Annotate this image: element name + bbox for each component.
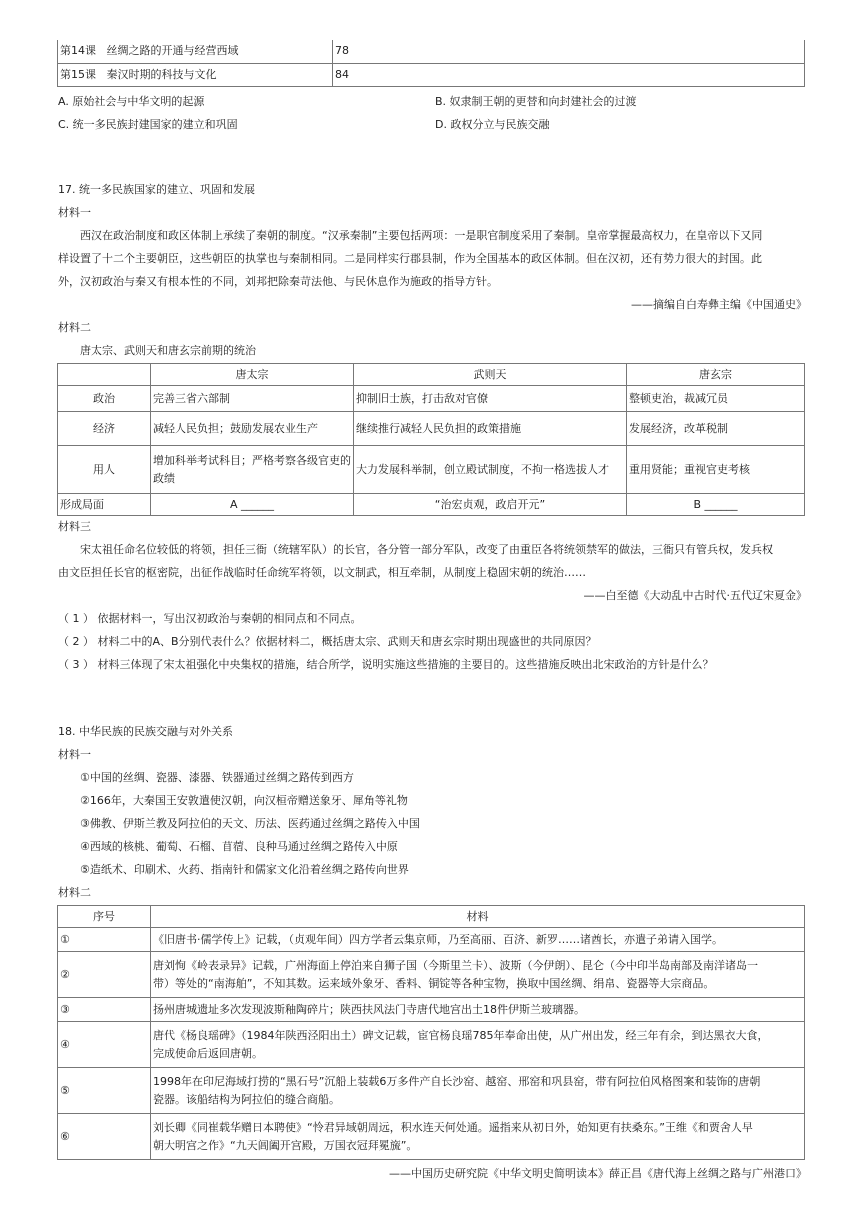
cell-line: 《旧唐书·儒学传上》记载，（贞观年间）四方学者云集京师，乃至高丽、百济、新罗……诸酋长，亦遣子弟请入国学。 xyxy=(153,932,723,946)
table-cell xyxy=(151,952,805,998)
q18-material-1-item: ⑤造纸术、印刷术、火药、指南针和儒家文化沿着丝绸之路传向世界 xyxy=(80,863,409,876)
q18-source: ——中国历史研究院《中华文明史简明读本》薛正昌《唐代海上丝绸之路与广州港口》 xyxy=(389,1167,807,1180)
row-number: ② xyxy=(58,952,151,998)
table-header-row xyxy=(58,364,805,386)
table-row xyxy=(58,1068,805,1114)
cell-line: 扬州唐城遗址多次发现波斯釉陶碎片；陕西扶风法门寺唐代地宫出土18件伊斯兰玻璃器。 xyxy=(153,1002,585,1016)
q17-material-3-label: 材料三 xyxy=(58,520,91,533)
q18-material-1-item: ①中国的丝绸、瓷器、漆器、铁器通过丝绸之路传到西方 xyxy=(80,771,354,784)
table-header: 武则天 xyxy=(354,364,627,386)
q17-material-1-source: ——摘编自白寿彝主编《中国通史》 xyxy=(631,298,807,311)
table-row xyxy=(58,63,805,86)
q17-material-1-label: 材料一 xyxy=(58,206,91,219)
q17-material-2-caption: 唐太宗、武则天和唐玄宗前期的统治 xyxy=(80,344,256,357)
table-cell: 增加科举考试科目；严格考察各级官吏的政绩 xyxy=(151,446,354,494)
q18-material-1-item: ④西域的核桃、葡萄、石榴、苜蓿、良种马通过丝绸之路传入中原 xyxy=(80,840,398,853)
lesson-cell xyxy=(58,63,333,86)
table-cell: 大力发展科举制，创立殿试制度，不拘一格选拔人才 xyxy=(354,446,627,494)
q17-title: 17. 统一多民族国家的建立、巩固和发展 xyxy=(58,183,255,196)
table-header: 唐玄宗 xyxy=(627,364,805,386)
q18-material-1-label: 材料一 xyxy=(58,748,91,761)
table-cell: 完善三省六部制 xyxy=(151,386,354,412)
cell-line: 朝大明宫之作》“九天阊阖开宫殿，万国衣冠拜冕旒”。 xyxy=(153,1138,418,1152)
table-row xyxy=(58,494,805,516)
table-cell xyxy=(151,998,805,1022)
q18-material-1-item: ②166年，大秦国王安敦遣使汉朝，向汉桓帝赠送象牙、犀角等礼物 xyxy=(80,794,408,807)
table-header xyxy=(58,364,151,386)
cell-line: 完成使命后返回唐朝。 xyxy=(153,1046,263,1060)
q17-material-2-label: 材料二 xyxy=(58,321,91,334)
option-b: B. 奴隶制王朝的更替和向封建社会的过渡 xyxy=(435,95,637,108)
table-row xyxy=(58,952,805,998)
table-row xyxy=(58,1114,805,1160)
lesson-cell xyxy=(58,40,333,63)
q17-question-3: （ 3 ） 材料三体现了宋太祖强化中央集权的措施，结合所学，说明实施这些措施的主要目的。这些措施反映出北宋政治的方针是什么？ xyxy=(58,658,714,671)
cell-line: 带）等处的“南海舶”，不知其数。运来域外象牙、香料、铜锭等各种宝物，换取中国丝绸、绢帛、瓷器等大宗商品。 xyxy=(153,976,715,990)
table-cell: 整顿吏治，裁减冗员 xyxy=(627,386,805,412)
q18-material-2-label: 材料二 xyxy=(58,886,91,899)
table-cell: 发展经济，改革税制 xyxy=(627,412,805,446)
table-row xyxy=(58,446,805,494)
table-cell: “治宏贞观，政启开元” xyxy=(354,494,627,516)
table-cell: B ______ xyxy=(627,494,805,516)
page-number: 84 xyxy=(335,67,349,81)
option-a: A. 原始社会与中华文明的起源 xyxy=(58,95,205,108)
table-cell: 减轻人民负担；鼓励发展农业生产 xyxy=(151,412,354,446)
table-row xyxy=(58,386,805,412)
row-number: ⑥ xyxy=(58,1114,151,1160)
lesson-number: 第14课 xyxy=(60,44,96,58)
cell-line: 瓷器。该船结构为阿拉伯的缝合商船。 xyxy=(153,1092,340,1106)
lesson-number: 第15课 xyxy=(60,67,96,81)
cell-line: 唐刘恂《岭表录异》记载，广州海面上停泊来自狮子国（今斯里兰卡）、波斯（今伊朗）、昆仑（今中印半岛南部及南洋诸岛一 xyxy=(153,958,758,972)
row-number: ④ xyxy=(58,1022,151,1068)
option-d: D. 政权分立与民族交融 xyxy=(435,118,550,131)
table-header: 材料 xyxy=(151,906,805,928)
table-row xyxy=(58,1022,805,1068)
q17-material-3-source: ——白至德《大动乱中古时代·五代辽宋夏金》 xyxy=(583,589,807,602)
row-number: ③ xyxy=(58,998,151,1022)
lesson-title: 秦汉时期的科技与文化 xyxy=(106,67,217,81)
row-number: ⑤ xyxy=(58,1068,151,1114)
table-cell xyxy=(151,1114,805,1160)
tang-rulers-table xyxy=(57,363,805,516)
table-cell: 重用贤能；重视官吏考核 xyxy=(627,446,805,494)
table-row xyxy=(58,412,805,446)
row-label: 用人 xyxy=(58,446,151,494)
table-row xyxy=(58,928,805,952)
row-label: 政治 xyxy=(58,386,151,412)
cell-line: 刘长卿《同崔载华赠日本聘使》“怜君异域朝周远，积水连天何处通。遥指来从初日外，始知更有扶桑东。”王维《和贾舍人早 xyxy=(153,1120,753,1134)
exchange-table xyxy=(57,905,805,1160)
row-label: 经济 xyxy=(58,412,151,446)
table-cell xyxy=(151,1022,805,1068)
cell-line: 唐代《杨良瑶碑》（1984年陕西泾阳出土）碑文记载，宦官杨良瑶785年奉命出使，从广州出发，经三年有余，到达黑衣大食， xyxy=(153,1028,769,1042)
lesson-title: 丝绸之路的开通与经营西域 xyxy=(106,44,239,58)
q18-title: 18. 中华民族的民族交融与对外关系 xyxy=(58,725,233,738)
q17-material-1-line: 西汉在政治制度和政区体制上承续了秦朝的制度。“汉承秦制”主要包括两项：一是职官制度采用了秦制。皇帝掌握最高权力，在皇帝以下又同 xyxy=(80,229,763,242)
page-cell xyxy=(333,40,805,63)
q17-material-1-line: 样设置了十二个主要朝臣，这些朝臣的执掌也与秦制相同。二是同样实行郡县制，作为全国基本的政区体制。但在汉初，还有势力很大的封国。此 xyxy=(58,252,762,265)
cell-line: 1998年在印尼海域打捞的“黑石号”沉船上装载6万多件产自长沙窑、越窑、邢窑和巩县窑，带有阿拉伯风格图案和装饰的唐朝 xyxy=(153,1074,761,1088)
table-row xyxy=(58,40,805,63)
table-row xyxy=(58,998,805,1022)
table-header-row xyxy=(58,906,805,928)
q17-material-3-line: 由文臣担任长官的枢密院，出征作战临时任命统军将领，以文制武，相互牵制，从制度上稳固宋朝的统治…… xyxy=(58,566,586,579)
table-header: 唐太宗 xyxy=(151,364,354,386)
option-c: C. 统一多民族封建国家的建立和巩固 xyxy=(58,118,238,131)
page-number: 78 xyxy=(335,44,349,58)
lesson-table xyxy=(57,40,805,87)
page-cell xyxy=(333,63,805,86)
row-number: ① xyxy=(58,928,151,952)
table-cell: A ______ xyxy=(151,494,354,516)
table-cell xyxy=(151,1068,805,1114)
q17-question-1: （ 1 ） 依据材料一，写出汉初政治与秦朝的相同点和不同点。 xyxy=(58,612,362,625)
table-cell xyxy=(151,928,805,952)
table-cell: 继续推行减轻人民负担的政策措施 xyxy=(354,412,627,446)
q18-material-1-item: ③佛教、伊斯兰教及阿拉伯的天文、历法、医药通过丝绸之路传入中国 xyxy=(80,817,420,830)
row-label: 形成局面 xyxy=(58,494,151,516)
q17-material-1-line: 外，汉初政治与秦又有根本性的不同，刘邦把除秦苛法他、与民休息作为施政的指导方针。 xyxy=(58,275,498,288)
q17-material-3-line: 宋太祖任命名位较低的将领，担任三衙（统辖军队）的长官，各分管一部分军队，改变了由重臣各将统领禁军的做法，三衙只有管兵权，发兵权 xyxy=(80,543,773,556)
q17-question-2: （ 2 ） 材料二中的A、B分别代表什么？依据材料二，概括唐太宗、武则天和唐玄宗时期出现盛世的共同原因？ xyxy=(58,635,597,648)
table-cell: 抑制旧士族，打击敌对官僚 xyxy=(354,386,627,412)
table-header: 序号 xyxy=(58,906,151,928)
